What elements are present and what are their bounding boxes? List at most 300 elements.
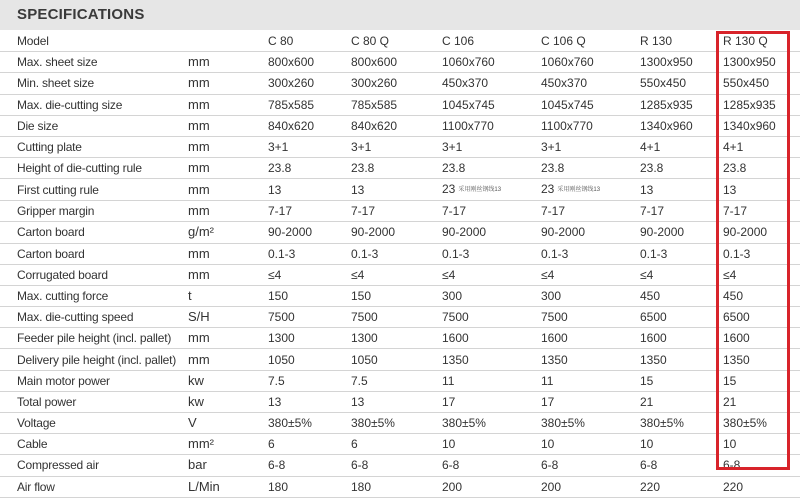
- cell-text: 23.8: [723, 161, 747, 176]
- row-unit: mm: [185, 201, 268, 222]
- cell-text: 380±5%: [541, 416, 585, 431]
- cell-text: 1340x960: [640, 118, 693, 133]
- cell-text: 7500: [541, 310, 568, 325]
- table-row: [0, 476, 800, 497]
- row-label: Height of die-cutting rule: [0, 158, 185, 179]
- table-row: [0, 455, 800, 476]
- table-row: [0, 349, 800, 370]
- cell-value: [541, 413, 640, 434]
- cell-text: 6500: [723, 310, 750, 325]
- table-row: [0, 52, 800, 73]
- cell-value: [268, 370, 351, 391]
- cell-value: [541, 434, 640, 455]
- header-c106: C 106: [442, 31, 541, 52]
- row-label: Min. sheet size: [0, 73, 185, 94]
- cell-value: [541, 307, 640, 328]
- cell-text: 300: [541, 288, 562, 303]
- cell-value: [640, 476, 723, 497]
- cell-text: 6-8: [268, 458, 286, 473]
- cell-value: [723, 179, 800, 201]
- cell-value: [442, 94, 541, 115]
- cell-text: 7-17: [351, 204, 376, 219]
- table-row: [0, 370, 800, 391]
- cell-value: [723, 94, 800, 115]
- cell-text: 13: [723, 182, 737, 197]
- cell-value: [723, 285, 800, 306]
- cell-value: [640, 201, 723, 222]
- cell-note: 采用刚丝钢线13: [458, 187, 502, 194]
- cell-text: 6-8: [723, 458, 741, 473]
- cell-value: [268, 285, 351, 306]
- cell-value: [723, 476, 800, 497]
- cell-value: [442, 434, 541, 455]
- cell-text: 150: [268, 288, 289, 303]
- row-label: Compressed air: [0, 455, 185, 476]
- cell-value: [442, 455, 541, 476]
- cell-text: 90-2000: [640, 225, 685, 240]
- table-row: [0, 264, 800, 285]
- row-unit: mm: [185, 115, 268, 136]
- cell-value: [351, 222, 442, 243]
- cell-value: [723, 52, 800, 73]
- row-unit: mm: [185, 158, 268, 179]
- cell-text: ≤4: [442, 267, 456, 282]
- cell-text: 0.1-3: [640, 246, 668, 261]
- cell-text: 450x370: [442, 76, 489, 91]
- cell-value: [442, 179, 541, 201]
- cell-value: [442, 243, 541, 264]
- cell-value: [268, 136, 351, 157]
- cell-value: [268, 94, 351, 115]
- cell-text: 6-8: [442, 458, 460, 473]
- row-unit: mm²: [185, 434, 268, 455]
- cell-text: 1600: [723, 331, 750, 346]
- cell-text: 1600: [541, 331, 568, 346]
- cell-value: [268, 434, 351, 455]
- cell-value: [442, 413, 541, 434]
- cell-text: 6500: [640, 310, 667, 325]
- header-r130: R 130: [640, 31, 723, 52]
- cell-text: 1300x950: [640, 55, 693, 70]
- row-unit: mm: [185, 94, 268, 115]
- cell-text: 550x450: [640, 76, 687, 91]
- cell-text: 7500: [268, 310, 295, 325]
- cell-value: [351, 476, 442, 497]
- cell-value: [541, 52, 640, 73]
- cell-value: [268, 391, 351, 412]
- row-unit: bar: [185, 455, 268, 476]
- cell-value: [351, 349, 442, 370]
- cell-text: 380±5%: [723, 416, 767, 431]
- cell-text: ≤4: [268, 267, 282, 282]
- cell-value: [640, 73, 723, 94]
- row-label: Max. cutting force: [0, 285, 185, 306]
- cell-value: [541, 328, 640, 349]
- cell-text: 300x260: [351, 76, 398, 91]
- cell-text: 3+1: [268, 140, 289, 155]
- cell-text: 220: [723, 479, 744, 494]
- cell-text: 0.1-3: [723, 246, 751, 261]
- cell-value: [442, 222, 541, 243]
- cell-text: 7-17: [640, 204, 665, 219]
- cell-text: 1350: [640, 352, 667, 367]
- cell-value: [351, 136, 442, 157]
- table-row: [0, 413, 800, 434]
- cell-text: 1285x935: [723, 97, 776, 112]
- cell-value: [541, 370, 640, 391]
- cell-value: [723, 73, 800, 94]
- cell-value: [541, 73, 640, 94]
- table-row: [0, 285, 800, 306]
- cell-text: 800x600: [268, 55, 315, 70]
- cell-value: [268, 179, 351, 201]
- cell-text: 450x370: [541, 76, 588, 91]
- cell-value: [268, 222, 351, 243]
- cell-text: 0.1-3: [442, 246, 470, 261]
- row-unit: mm: [185, 73, 268, 94]
- cell-value: [442, 115, 541, 136]
- cell-value: [723, 307, 800, 328]
- cell-value: [351, 413, 442, 434]
- cell-text: 1100x770: [541, 118, 593, 133]
- cell-value: [723, 370, 800, 391]
- table-row: [0, 222, 800, 243]
- cell-text: ≤4: [640, 267, 654, 282]
- cell-value: [351, 94, 442, 115]
- table-row: [0, 434, 800, 455]
- cell-value: [268, 328, 351, 349]
- header-model: Model: [0, 31, 185, 52]
- cell-text: 17: [541, 394, 555, 409]
- cell-text: 1600: [640, 331, 667, 346]
- row-unit: mm: [185, 243, 268, 264]
- cell-text: 800x600: [351, 55, 398, 70]
- cell-text: 7-17: [541, 204, 566, 219]
- cell-text: 23.8: [541, 161, 565, 176]
- row-label: Gripper margin: [0, 201, 185, 222]
- cell-text: 380±5%: [351, 416, 395, 431]
- cell-text: 200: [442, 479, 463, 494]
- title-bar: [0, 0, 800, 30]
- cell-value: [640, 136, 723, 157]
- cell-value: [268, 243, 351, 264]
- cell-value: [640, 94, 723, 115]
- cell-value: [723, 434, 800, 455]
- cell-value: [351, 243, 442, 264]
- cell-text: 1300: [268, 331, 295, 346]
- table-row: [0, 243, 800, 264]
- header-c80: C 80: [268, 31, 351, 52]
- cell-value: [640, 115, 723, 136]
- table-row: [0, 94, 800, 115]
- cell-value: [442, 349, 541, 370]
- cell-text: 4+1: [640, 140, 661, 155]
- cell-value: [640, 222, 723, 243]
- cell-text: 450: [640, 288, 661, 303]
- cell-text: 23.8: [640, 161, 664, 176]
- cell-value: [442, 370, 541, 391]
- cell-text: 1350: [541, 352, 568, 367]
- row-label: Max. die-cutting size: [0, 94, 185, 115]
- cell-value: [723, 391, 800, 412]
- cell-text: 21: [723, 394, 737, 409]
- cell-value: [268, 413, 351, 434]
- cell-text: 1045x745: [442, 97, 495, 112]
- cell-text: 17: [442, 394, 456, 409]
- cell-text: 380±5%: [442, 416, 486, 431]
- header-unit: [185, 31, 268, 52]
- cell-value: [723, 243, 800, 264]
- cell-value: [351, 434, 442, 455]
- cell-text: 1340x960: [723, 118, 776, 133]
- cell-value: [268, 201, 351, 222]
- cell-text: 90-2000: [541, 225, 586, 240]
- cell-value: [640, 307, 723, 328]
- cell-value: [640, 328, 723, 349]
- cell-text: 785x585: [268, 97, 315, 112]
- cell-text: 300: [442, 288, 463, 303]
- cell-value: [541, 391, 640, 412]
- cell-value: [442, 391, 541, 412]
- cell-value: [442, 201, 541, 222]
- cell-value: [541, 136, 640, 157]
- table-row: [0, 179, 800, 201]
- row-unit: mm: [185, 264, 268, 285]
- row-label: Feeder pile height (incl. pallet): [0, 328, 185, 349]
- cell-text: 1050: [268, 352, 295, 367]
- cell-value: [723, 158, 800, 179]
- cell-value: [268, 73, 351, 94]
- cell-value: [640, 264, 723, 285]
- cell-text: 840x620: [351, 118, 398, 133]
- cell-value: [640, 370, 723, 391]
- cell-text: 15: [640, 373, 654, 388]
- cell-text: 0.1-3: [268, 246, 296, 261]
- cell-text: 200: [541, 479, 562, 494]
- row-label: Total power: [0, 391, 185, 412]
- cell-text: 6-8: [640, 458, 658, 473]
- cell-value: [268, 455, 351, 476]
- cell-text: 7-17: [723, 204, 748, 219]
- cell-value: [541, 179, 640, 201]
- table-body: [0, 31, 800, 497]
- cell-text: 23.8: [442, 161, 466, 176]
- table-row: [0, 201, 800, 222]
- row-label: Cable: [0, 434, 185, 455]
- cell-value: [723, 413, 800, 434]
- cell-value: [640, 349, 723, 370]
- row-label: First cutting rule: [0, 179, 185, 201]
- cell-text: ≤4: [541, 267, 555, 282]
- cell-text: 7-17: [268, 204, 293, 219]
- cell-value: [541, 243, 640, 264]
- cell-text: 840x620: [268, 118, 315, 133]
- cell-text: 180: [268, 479, 289, 494]
- row-unit: mm: [185, 328, 268, 349]
- cell-text: 1350: [723, 352, 750, 367]
- cell-text: 450: [723, 288, 744, 303]
- cell-value: [268, 307, 351, 328]
- cell-text: 1350: [442, 352, 469, 367]
- cell-text: 3+1: [351, 140, 372, 155]
- cell-value: [723, 201, 800, 222]
- cell-value: [723, 115, 800, 136]
- cell-value: [351, 264, 442, 285]
- cell-value: [351, 370, 442, 391]
- cell-value: [442, 136, 541, 157]
- cell-value: [268, 158, 351, 179]
- cell-text: 13: [640, 182, 654, 197]
- cell-value: [442, 264, 541, 285]
- cell-value: [442, 307, 541, 328]
- table-row: [0, 136, 800, 157]
- cell-text: 1600: [442, 331, 469, 346]
- cell-value: [640, 413, 723, 434]
- cell-value: [442, 285, 541, 306]
- header-c106q: C 106 Q: [541, 31, 640, 52]
- cell-text: 10: [442, 437, 456, 452]
- cell-text: 785x585: [351, 97, 398, 112]
- cell-text: 1060x760: [541, 55, 594, 70]
- cell-value: [640, 391, 723, 412]
- cell-value: [351, 307, 442, 328]
- cell-text: 10: [640, 437, 654, 452]
- cell-value: [640, 158, 723, 179]
- cell-text: 550x450: [723, 76, 770, 91]
- table-row: [0, 115, 800, 136]
- cell-text: 300x260: [268, 76, 315, 91]
- row-unit: mm: [185, 349, 268, 370]
- cell-value: [640, 243, 723, 264]
- cell-value: [541, 264, 640, 285]
- cell-value: [723, 136, 800, 157]
- cell-text: 0.1-3: [351, 246, 379, 261]
- cell-value: [351, 115, 442, 136]
- cell-text: 1300: [351, 331, 378, 346]
- cell-text: 10: [541, 437, 555, 452]
- cell-text: 1045x745: [541, 97, 594, 112]
- cell-text: 7.5: [268, 373, 285, 388]
- cell-value: [351, 52, 442, 73]
- cell-value: [723, 328, 800, 349]
- row-label: Delivery pile height (incl. pallet): [0, 349, 185, 370]
- cell-value: [442, 73, 541, 94]
- cell-text: 13: [268, 394, 282, 409]
- table-header-row: [0, 31, 800, 52]
- table-row: [0, 328, 800, 349]
- row-unit: kw: [185, 370, 268, 391]
- cell-value: [541, 455, 640, 476]
- table-row: [0, 391, 800, 412]
- cell-value: [640, 179, 723, 201]
- row-unit: L/Min: [185, 476, 268, 497]
- cell-text: 7-17: [442, 204, 467, 219]
- row-unit: S/H: [185, 307, 268, 328]
- cell-value: [268, 52, 351, 73]
- row-label: Cutting plate: [0, 136, 185, 157]
- row-label: Max. sheet size: [0, 52, 185, 73]
- cell-text: 1050: [351, 352, 378, 367]
- cell-value: [541, 222, 640, 243]
- cell-value: [723, 264, 800, 285]
- cell-text: 6: [351, 437, 358, 452]
- cell-value: [723, 455, 800, 476]
- row-label: Die size: [0, 115, 185, 136]
- row-label: Main motor power: [0, 370, 185, 391]
- cell-value: [723, 222, 800, 243]
- cell-text: 6-8: [541, 458, 559, 473]
- cell-text: 1060x760: [442, 55, 495, 70]
- header-r130q: R 130 Q: [723, 31, 800, 52]
- page-title: SPECIFICATIONS: [17, 6, 145, 23]
- cell-note: 采用刚丝钢线13: [557, 187, 601, 194]
- cell-text: 6-8: [351, 458, 369, 473]
- cell-text: 7.5: [351, 373, 368, 388]
- cell-value: [541, 285, 640, 306]
- cell-value: [351, 328, 442, 349]
- cell-value: [351, 73, 442, 94]
- cell-text: 6: [268, 437, 275, 452]
- cell-value: [268, 115, 351, 136]
- cell-text: 7500: [442, 310, 469, 325]
- table-row: [0, 307, 800, 328]
- cell-value: [351, 158, 442, 179]
- cell-text: 90-2000: [723, 225, 768, 240]
- cell-text: 1285x935: [640, 97, 693, 112]
- cell-text: ≤4: [723, 267, 737, 282]
- cell-value: [541, 476, 640, 497]
- cell-text: 3+1: [541, 140, 562, 155]
- row-label: Carton board: [0, 243, 185, 264]
- row-label: Carton board: [0, 222, 185, 243]
- row-unit: V: [185, 413, 268, 434]
- row-unit: mm: [185, 136, 268, 157]
- cell-value: [442, 158, 541, 179]
- row-unit: mm: [185, 179, 268, 201]
- row-unit: t: [185, 285, 268, 306]
- cell-text: 220: [640, 479, 661, 494]
- cell-value: [351, 179, 442, 201]
- cell-text: 23.8: [351, 161, 375, 176]
- cell-text: 180: [351, 479, 372, 494]
- cell-value: [268, 476, 351, 497]
- cell-value: [640, 285, 723, 306]
- cell-value: [640, 434, 723, 455]
- row-unit: mm: [185, 52, 268, 73]
- row-label: Max. die-cutting speed: [0, 307, 185, 328]
- cell-text: 90-2000: [442, 225, 487, 240]
- cell-text: 10: [723, 437, 737, 452]
- cell-text: 13: [351, 182, 365, 197]
- cell-value: [541, 201, 640, 222]
- cell-value: [541, 349, 640, 370]
- cell-text: 1100x770: [442, 118, 494, 133]
- cell-value: [351, 285, 442, 306]
- cell-value: [351, 201, 442, 222]
- cell-text: 15: [723, 373, 737, 388]
- cell-value: [351, 455, 442, 476]
- row-label: Voltage: [0, 413, 185, 434]
- cell-text: 3+1: [442, 140, 463, 155]
- cell-text: 380±5%: [640, 416, 684, 431]
- cell-text: 150: [351, 288, 372, 303]
- cell-value: [541, 94, 640, 115]
- table-row: [0, 73, 800, 94]
- cell-text: 90-2000: [268, 225, 313, 240]
- cell-value: [351, 391, 442, 412]
- cell-text: 90-2000: [351, 225, 396, 240]
- cell-text: 0.1-3: [541, 246, 569, 261]
